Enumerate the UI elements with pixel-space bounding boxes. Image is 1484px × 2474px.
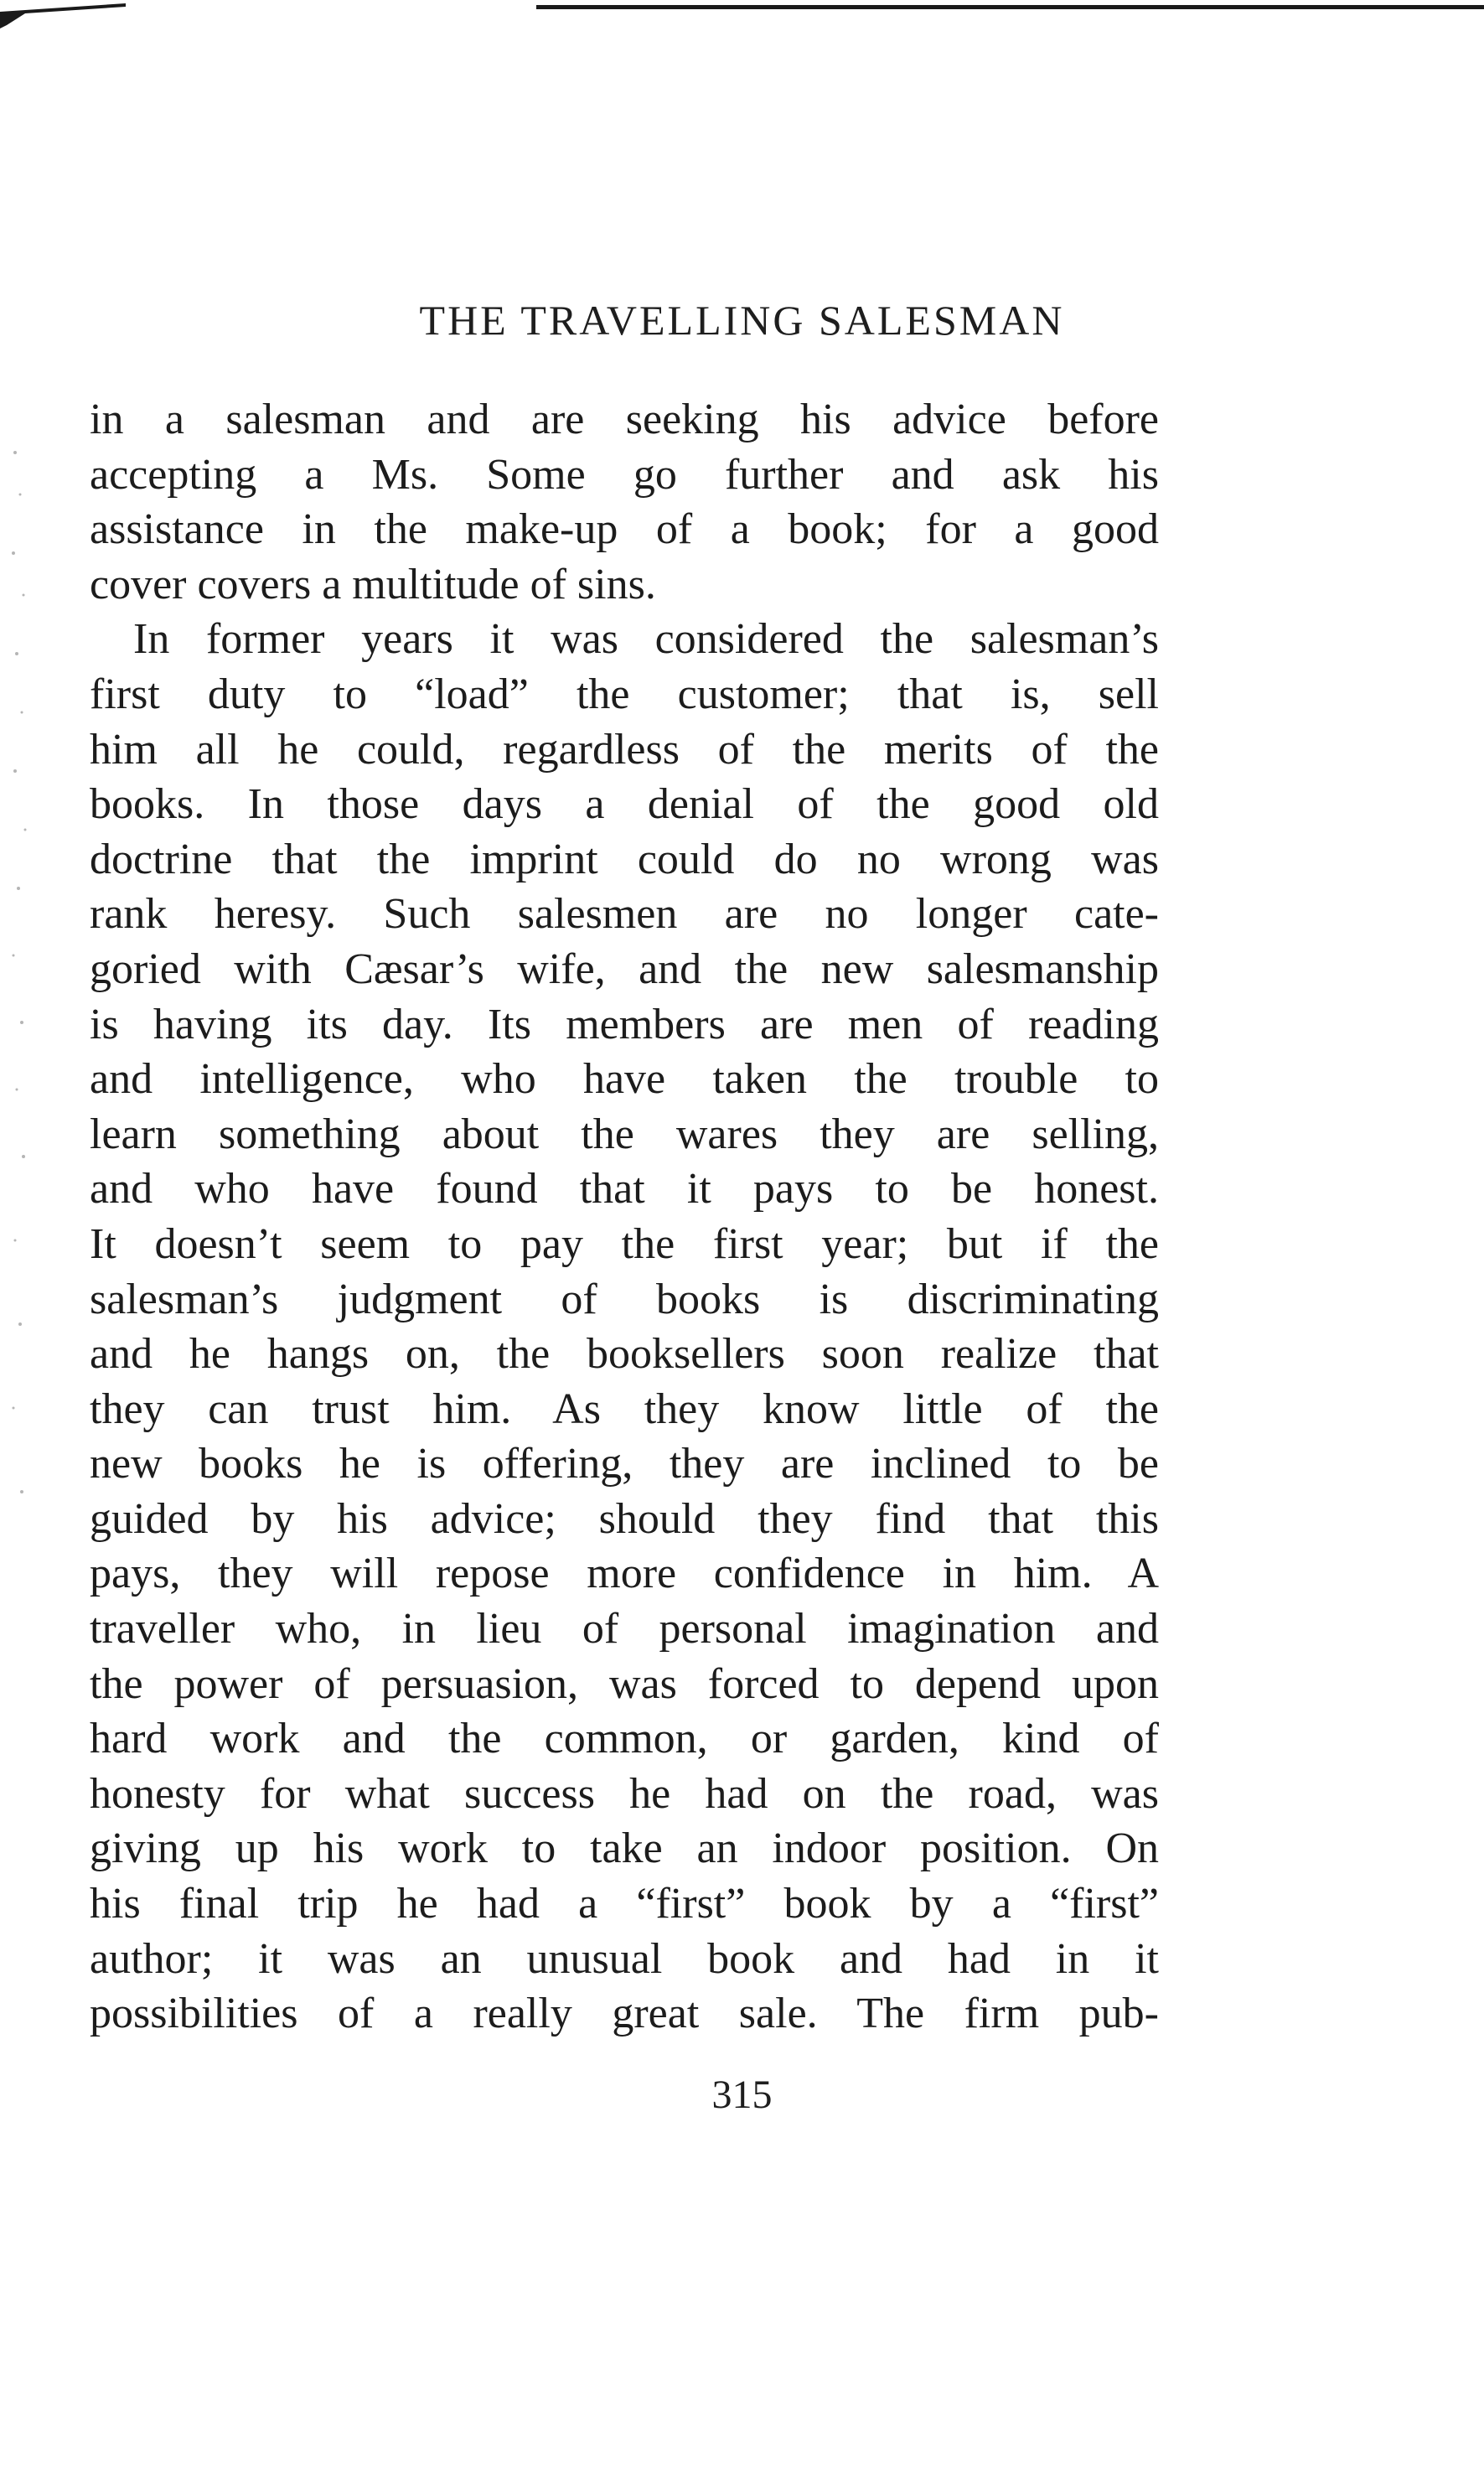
text-line: rank heresy. Such salesmen are no longer cate- [90,890,1159,939]
text-line: his final trip he had a “first” book by a “first” [90,1880,1159,1928]
text-line: him all he could, regardless of the merits of the [90,725,1159,774]
text-line: books. In those days a denial of the good old [90,780,1159,829]
text-line: giving up his work to take an indoor position. On [90,1824,1159,1873]
paragraph [90,392,1159,612]
text-line: In former years it was considered the salesman’s [133,615,1159,664]
text-line: doctrine that the imprint could do no wrong was [90,835,1159,883]
text-line: traveller who, in lieu of personal imagination and [90,1605,1159,1654]
text-line: guided by his advice; should they find that this [90,1494,1159,1543]
scan-edge-rule [536,5,1484,9]
gutter-speckle [5,436,39,1525]
text-line: accepting a Ms. Some go further and ask his [90,450,1159,499]
text-line: assistance in the make-up of a book; for a good [90,505,1159,554]
running-head: THE TRAVELLING SALESMAN [419,297,1065,344]
text-line: salesman’s judgment of books is discriminating [90,1275,1159,1323]
page-number: 315 [711,2073,773,2117]
text-line: possibilities of a really great sale. The firm pub- [90,1990,1159,2038]
text-line: first duty to “load” the customer; that is, sell [90,670,1159,718]
text-line: cover covers a multitude of sins. [90,560,656,608]
scan-edge-mark [0,0,126,30]
text-line: honesty for what success he had on the road, was [90,1769,1159,1818]
text-line: and he hangs on, the booksellers soon realize that [90,1330,1159,1379]
text-line: learn something about the wares they are selling, [90,1110,1159,1158]
text-line: new books he is offering, they are inclined to be [90,1440,1159,1488]
text-line: goried with Cæsar’s wife, and the new salesmanship [90,945,1159,993]
text-line: and who have found that it pays to be honest. [90,1165,1159,1214]
text-line: they can trust him. As they know little of the [90,1385,1159,1433]
text-line: is having its day. Its members are men of reading [90,1000,1159,1048]
text-line: pays, they will repose more confidence in him. A [90,1550,1159,1598]
text-line: It doesn’t seem to pay the first year; but if the [90,1219,1159,1268]
text-line: hard work and the common, or garden, kind of [90,1715,1159,1763]
body-text [90,392,1159,2042]
text-line: the power of persuasion, was forced to depend upon [90,1659,1159,1708]
paragraph [90,612,1159,2041]
text-line: author; it was an unusual book and had in it [90,1934,1159,1983]
text-line: in a salesman and are seeking his advice before [90,396,1159,443]
text-line: and intelligence, who have taken the trouble to [90,1055,1159,1104]
